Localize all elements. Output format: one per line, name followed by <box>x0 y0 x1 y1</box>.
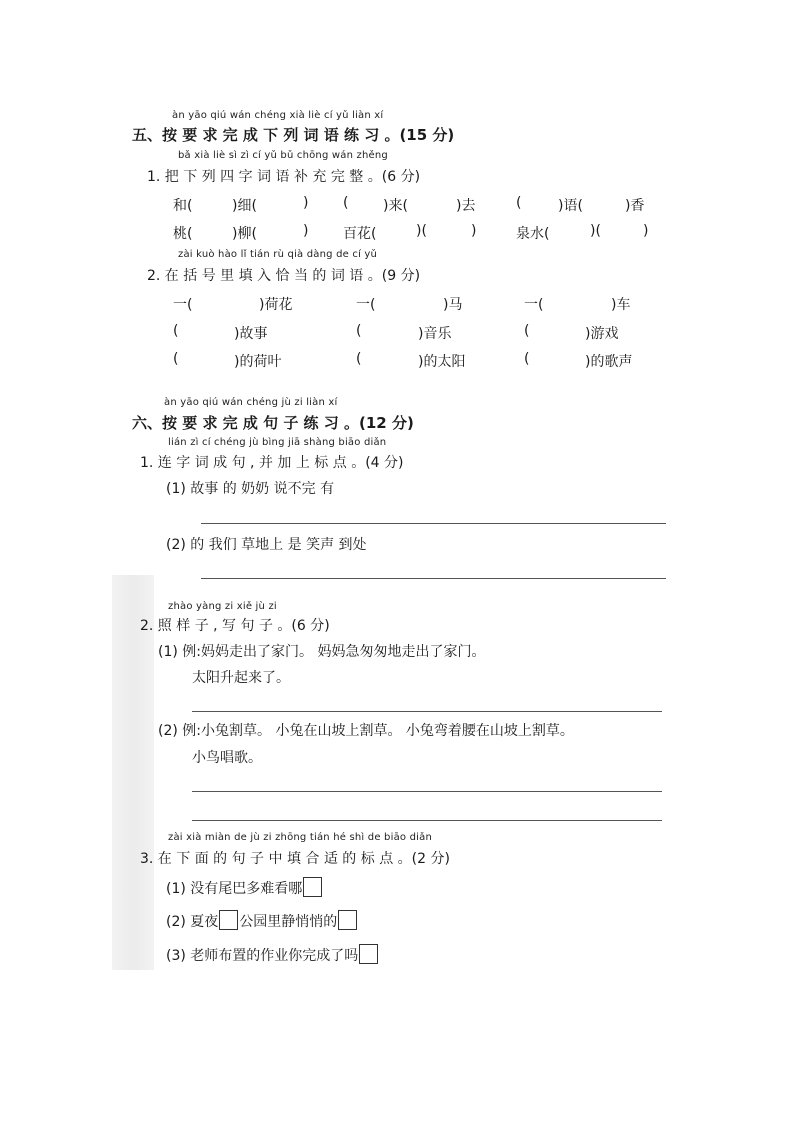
s6-q1-pinyin: lián zì cí chéng jù bìng jiā shàng biāo diǎn <box>168 437 387 448</box>
s6-q2-example2: (2) 例:小兔割草。 小兔在山坡上割草。 小兔弯着腰在山坡上割草。 <box>158 723 574 739</box>
fill-blank-segment: ( <box>524 351 530 367</box>
fill-blank-segment: ) <box>303 195 309 211</box>
fill-blank-segment: )细( <box>232 198 257 214</box>
s6-q3-item3 <box>166 944 379 965</box>
answer-line[interactable] <box>192 791 662 792</box>
answer-line[interactable] <box>192 820 662 821</box>
fill-blank-segment: )故事 <box>234 326 268 342</box>
fill-blank-segment: )荷花 <box>259 297 293 313</box>
fill-blank-segment: ( <box>356 351 362 367</box>
fill-blank-segment: 一( <box>524 297 544 313</box>
s6-q3-item3-text: (3) 老师布置的作业你完成了吗 <box>166 948 359 964</box>
s6-q3-item1-text: (1) 没有尾巴多难看哪 <box>166 881 303 897</box>
fill-blank-segment: )马 <box>443 297 463 313</box>
section6-pinyin: àn yāo qiú wán chéng jù zi liàn xí <box>164 397 338 408</box>
s6-q1-title: 1. 连 字 词 成 句 , 并 加 上 标 点 。(4 分) <box>140 455 404 471</box>
punctuation-box[interactable] <box>359 944 378 964</box>
fill-blank-segment: ( <box>356 323 362 339</box>
fill-blank-segment: )的荷叶 <box>234 354 282 370</box>
fill-blank-segment: ( <box>524 323 530 339</box>
s6-q1-item1: (1) 故事 的 奶奶 说不完 有 <box>166 481 335 497</box>
s6-q3-pinyin: zài xià miàn de jù zi zhōng tián hé shì de biāo diǎn <box>168 832 432 843</box>
section5-pinyin: àn yāo qiú wán chéng xià liè cí yǔ liàn xí <box>172 110 384 121</box>
s6-q3-item2-text-b: 公园里静悄悄的 <box>239 914 338 930</box>
fill-blank-segment: )( <box>590 223 601 239</box>
fill-blank-segment: )( <box>416 223 427 239</box>
fill-blank-segment: )香 <box>625 198 645 214</box>
fill-blank-segment: )游戏 <box>585 326 619 342</box>
s6-q3-item2 <box>166 910 358 931</box>
punctuation-box[interactable] <box>219 910 238 930</box>
fill-blank-segment: 和( <box>173 198 193 214</box>
fill-blank-segment: 桃( <box>173 226 193 242</box>
section6-title: 六、按 要 求 完 成 句 子 练 习 。(12 分) <box>132 414 414 432</box>
answer-line[interactable] <box>201 523 666 524</box>
fill-blank-segment: )的歌声 <box>585 354 633 370</box>
fill-blank-segment: 泉水( <box>516 226 550 242</box>
answer-line[interactable] <box>201 578 666 579</box>
fill-blank-segment: )语( <box>558 198 583 214</box>
fill-blank-segment: ( <box>173 323 179 339</box>
s6-q3-item1 <box>166 877 323 898</box>
s6-q2-pinyin: zhào yàng zi xiě jù zi <box>168 601 277 612</box>
s5-q2-title: 2. 在 括 号 里 填 入 恰 当 的 词 语 。(9 分) <box>147 268 421 284</box>
punctuation-box[interactable] <box>338 910 357 930</box>
fill-blank-segment: ( <box>343 195 349 211</box>
s6-q2-title: 2. 照 样 子 , 写 句 子 。(6 分) <box>140 618 330 634</box>
fill-blank-segment: ) <box>471 223 477 239</box>
fill-blank-segment: ) <box>303 223 309 239</box>
fill-blank-segment: 一( <box>173 297 193 313</box>
s6-q2-prompt1: 太阳升起来了。 <box>192 670 290 686</box>
fill-blank-segment: 百花( <box>343 226 377 242</box>
s6-q2-example1: (1) 例:妈妈走出了家门。 妈妈急匆匆地走出了家门。 <box>158 644 486 660</box>
fill-blank-segment: ( <box>516 195 522 211</box>
punctuation-box[interactable] <box>303 877 322 897</box>
fill-blank-segment: )柳( <box>232 226 257 242</box>
s6-q3-title: 3. 在 下 面 的 句 子 中 填 合 适 的 标 点 。(2 分) <box>140 851 450 867</box>
s5-q1-pinyin: bǎ xià liè sì zì cí yǔ bǔ chōng wán zhěng <box>178 150 388 161</box>
fill-blank-segment: )去 <box>456 198 476 214</box>
fill-blank-segment: )来( <box>383 198 408 214</box>
s6-q2-prompt2: 小鸟唱歌。 <box>192 750 262 766</box>
fill-blank-segment: ( <box>173 351 179 367</box>
section5-title: 五、按 要 求 完 成 下 列 词 语 练 习 。(15 分) <box>132 126 455 144</box>
s6-q3-item2-text-a: (2) 夏夜 <box>166 914 219 930</box>
fill-blank-segment: )的太阳 <box>418 354 466 370</box>
s5-q1-title: 1. 把 下 列 四 字 词 语 补 充 完 整 。(6 分) <box>147 169 421 185</box>
fill-blank-segment: 一( <box>356 297 376 313</box>
answer-line[interactable] <box>192 711 662 712</box>
s5-q2-pinyin: zài kuò hào lǐ tián rù qià dàng de cí yǔ <box>178 249 378 260</box>
s6-q1-item2: (2) 的 我们 草地上 是 笑声 到处 <box>166 537 367 553</box>
fill-blank-segment: ) <box>643 223 649 239</box>
fill-blank-segment: )车 <box>611 297 631 313</box>
fill-blank-segment: )音乐 <box>418 326 452 342</box>
